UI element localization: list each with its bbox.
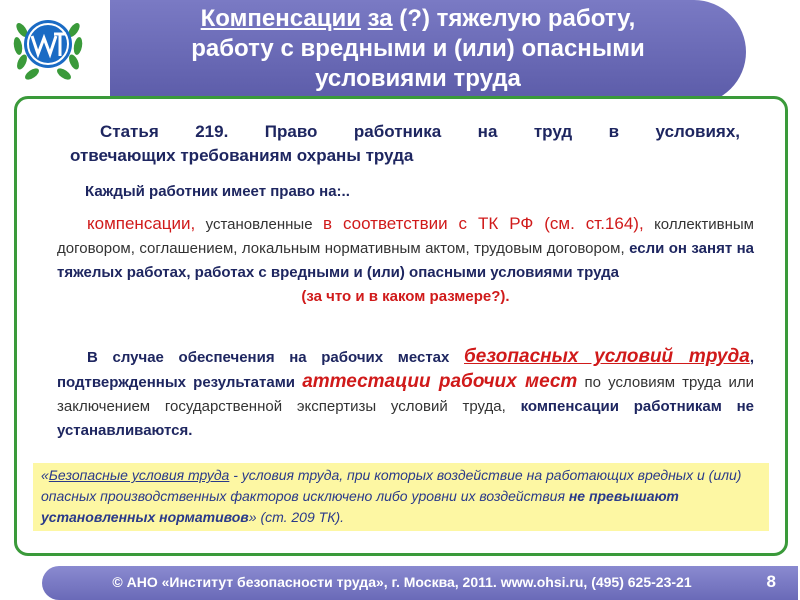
title-line3: условиями труда bbox=[315, 65, 521, 92]
article-heading-line1: Статья 219. Право работника на труд в условиях, bbox=[100, 122, 740, 141]
safe-conditions-paragraph bbox=[57, 345, 754, 443]
definition-emphasis: не превышают установленных нормативов bbox=[41, 488, 679, 525]
safe-conditions-term: безопасных условий труда bbox=[464, 346, 750, 367]
page-number: 8 bbox=[766, 572, 776, 591]
para2-expertise: по условиям труда или заключением государственной экспертизы условий труда, bbox=[57, 374, 754, 415]
para1-agreements: коллективным договором, соглашением, локальным нормативным актом, трудовым договором, bbox=[57, 216, 754, 257]
title-word-compensations: Компенсации bbox=[200, 5, 361, 32]
compensations-term: компенсации, bbox=[87, 214, 196, 233]
footer-bar bbox=[42, 566, 798, 600]
hazardous-work-condition: если он занят на тяжелых работах, работах с вредными и (или) опасными условиями труда bbox=[57, 240, 755, 281]
title-line1-rest: (?) тяжелую работу, bbox=[392, 5, 636, 32]
rights-intro: Каждый работник имеет право на:.. bbox=[85, 183, 350, 200]
definition-open-quote: « bbox=[41, 467, 49, 483]
article-heading-line2: отвечающих требованиям охраны труда bbox=[70, 146, 414, 165]
definition-box bbox=[33, 463, 769, 531]
workplace-certification-term: аттестации рабочих мест bbox=[302, 371, 578, 392]
definition-close: » (ст. 209 ТК). bbox=[248, 509, 344, 525]
institute-emblem-icon bbox=[8, 6, 88, 86]
labor-code-reference: в соответствии с ТК РФ (см. ст.164), bbox=[322, 214, 644, 233]
definition-text: - условия труда, при которых воздействие на работающих вредных и (или) опасных производственных факторов исключено либо уровни их воздействия bbox=[41, 467, 742, 504]
para1-established: установленные bbox=[195, 216, 323, 233]
no-compensation-statement: компенсации работникам не устанавливаются. bbox=[57, 398, 754, 439]
para2-confirmed: , подтвержденных результатами bbox=[57, 349, 754, 391]
title-word-for: за bbox=[367, 5, 393, 32]
compensation-paragraph bbox=[57, 212, 754, 309]
page-title bbox=[118, 4, 718, 94]
title-line2: работу с вредными и (или) опасными bbox=[191, 35, 645, 62]
para2-intro: В случае обеспечения на рабочих местах bbox=[87, 349, 465, 366]
definition-term: Безопасные условия труда bbox=[48, 467, 230, 483]
article-heading bbox=[70, 120, 740, 168]
what-and-how-much-question: (за что и в каком размере?). bbox=[301, 288, 510, 305]
footer-copyright: © АНО «Институт безопасности труда», г. Москва, 2011. www.ohsi.ru, (495) 625-23-21 bbox=[112, 574, 692, 590]
